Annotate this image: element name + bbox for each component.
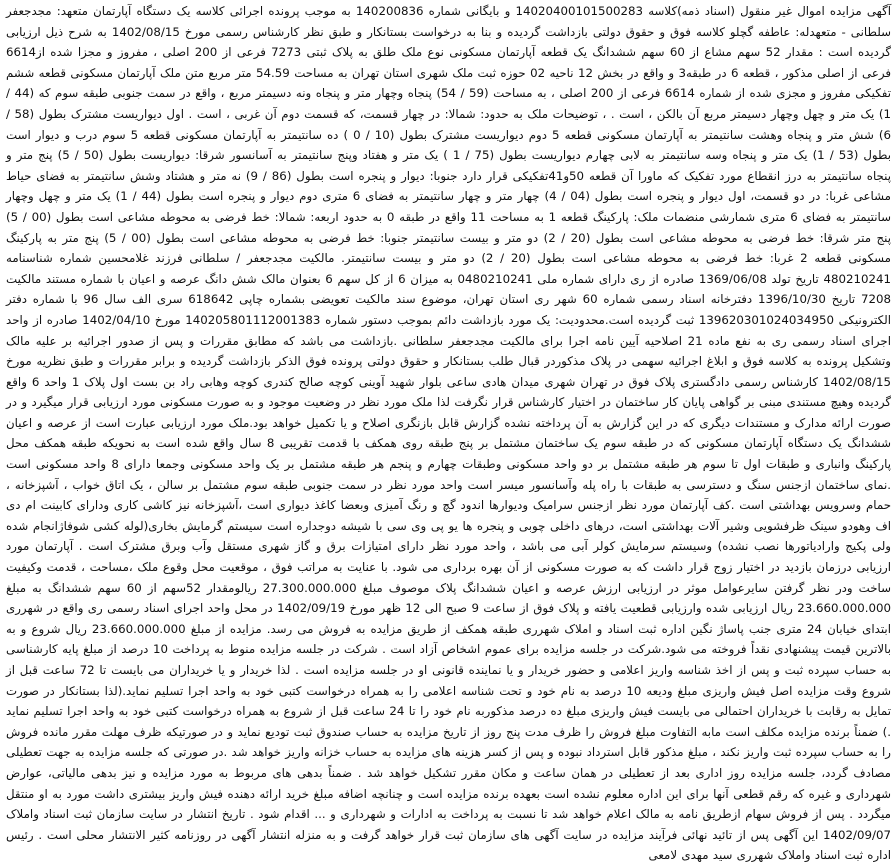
notice-paragraph: آگهی مزایده اموال غیر منقول (اسناد ذمه)کلاسه 14020400101500283 و بایگانی شماره 140200836 به موجب پرونده اجرائی کلاسه یک دستگاه آپارتمان متعهد: مجدجعفر سلطانی - متعهدله: عاطفه گچلو کلاسه فوق و حقوق دولتی بازداشت گردیده و بنا به درخواست بستانکار و طبق نظر کارشناس رسمی مورخ 1402/08/15 به شرح ذیل ارزیابی گردیده است : مقدار 52 سهم مشاع از 60 سهم ششدانگ یک قطعه آپارتمان مسکونی نوع ملک طلق به پلاک ثبتی 7273 فرعی از 200 اصلی ، مفروز و مجزا شده از6614 فرعی از اصلی مذکور ، قطعه 6 در طبقه3 و واقع در بخش 12 ناحیه 02 حوزه ثبت ملک شهری استان تهران به مساحت 54.59 متر مربع متن ملک آپارتمان مسکونی قطعه ششم تفکیکی مفروز و مجزی شده از شماره 6614 فرعی از 200 اصلی ، به مساحت (59 / 54) پنجاه وچهار متر و پنجاه ونه دسیمتر مربع ، واقع در سمت جنوبی طبقه سوم که (44 / 1) یک متر و چهل وچهار دسیمتر مربع آن بالکن ، است . ، توضیحات ملک به حدود: شمالا: در چهار قسمت، که قسمت دوم آن غربی ، است . اول دیواریست مشترک بطول (58 / 6) شش متر و پنجاه وهشت سانتیمتر به آپارتمان مسکونی قطعه 5 دوم دیواریست مشترک بطول (10 / 0 ) ده سانتیمتر به آپارتمان مسکونی قطعه 5 سوم درب و دیوار است بطول (53 / 1) یک متر و پنجاه وسه سانتیمتر به لابی چهارم دیواریست بطول (75 / 1 ) یک متر و هفتاد وپنج سانتیمتر به آسانسور شرقا: دیواریست بطول (50 / 5) پنج متر و پنجاه سانتیمتر به درز انقطاع مورد تفکیک که ماورا آن قطعه 50و41تفکیکی قرار دارد جنوبا: دیوار و پنجره است بطول (86 / 9) نه متر و هشتاد وشش سانتیمتر به فضای حیاط مشاعی غربا: در دو قسمت، اول دیوار و پنجره است بطول (04 / 4) چهار متر و چهار سانتیمتر به فضای 6 متری دوم دیوار و پنجره است بطول (44 / 1) یک متر و چهل وچهار سانتیمتر به فضای 6 متری شمارشی منضمات ملک: پارکینگ قطعه 1 به مساحت 11 واقع در طبقه 0 به حدود اربعه: شمالا: خط فرضی به محوطه مشاعی است بطول (00 / 5) پنج متر شرقا: خط فرضی به محوطه مشاعی است بطول (20 / 2) دو متر و بیست سانتیمتر جنوبا: خط فرضی به محوطه مشاعی است بطول (00 / 5) پنج متر به پارکینگ مسکونی قطعه 2 غربا: خط فرضی به محوطه مشاعی است بطول (20 / 2) دو متر و بیست سانتیمتر. مالکیت مجدجعفر / سلطانی فرزند غلامحسین شماره شناسنامه 480210241 تاریخ تولد 1369/06/08 صادره از ری دارای شماره ملی 0480210241 به میزان 6 از کل سهم 6 بعنوان مالک شش دانگ عرصه و اعیان با شماره مستند مالکیت 7208 تاریخ 1396/10/30 دفترخانه اسناد رسمی شماره 60 شهر ری استان تهران، موضوع سند مالکیت تعویضی بشماره چاپی 618642 سری الف سال 96 با شماره دفتر الکترونیکی 139620301024034950 ثبت گردیده است.محدودیت: یک مورد بازداشت دائم بموجب دستور شماره 140205801112001383 مورخ 1402/04/10 صادره از واحد اجرای اسناد رسمی ری به نفع ماده 21 اصلاحیه آیین نامه اجرا برای مالکیت مجدجعفر سلطانی .بازداشت می باشد که مطابق مقررات و پس از صدور اجرائیه بر علیه مالک وتشکیل پرونده به کلاسه فوق و ابلاغ اجرائیه سهمی در پلاک مذکوردر قبال طلب بستانکار و حقوق دولتی پرونده فوق الذکر بازداشت گردیده و برابر مقررات و طبق نظریه مورخ 1402/08/15 کارشناس رسمی دادگستری پلاک فوق در تهران شهری میدان هادی ساعی بلوار شهید آوینی کوچه صالح کندری کوچه وهابی راد بن بست اول پلاک 1 واحد 6 واقع گردیده وهیچ مستندی مبنی بر گواهی پایان کار ساختمان در اختیار کارشناس قرار نگرفت لذا ملک مورد نظر در وضعیت موجود و به صورت مسکونی مورد ارزیابی قرار میگیرد و در صورت ارائه مدارک و مستندات دیگری که در این گزارش به آن پرداخته نشده گزارش قابل بازنگری اصلاح و یا تکمیل خواهد بود.ملک مورد ارزیابی عبارت است از عرصه و اعیان ششدانگ یک دستگاه آپارتمان مسکونی که در طبقه سوم یک ساختمان مشتمل بر پنج طبقه روی همکف با قدمت تقریبی 8 سال واقع شده است به نحویکه طبقه همکف محل پارکینگ وانباری و طبقات اول تا سوم هر طبقه مشتمل بر دو واحد مسکونی وطبقات چهارم و پنجم هر طبقه مشتمل بر یک واحد مسکونی وجمعا دارای 8 واحد مسکونی است .نمای ساختمان ازجنس سنگ و دسترسی به طبقات با راه پله وآسانسور میسر است واحد مورد نظر در سمت جنوبی طبقه سوم مشتمل بر سالن ، یک اتاق خواب ، آشپزخانه ، حمام وسرویس بهداشتی است .کف آپارتمان مورد نظر ازجنس سرامیک ودیوارها اندود گچ و رنگ آمیزی وبعضا کاغذ دیواری است ،آشپزخانه نیز کاشی کاری ودارای کابینت ام دی اف وهودو سینک ظرفشویی وشیر آلات بهداشتی است، درهای داخلی چوبی و پنجره ها یو پی وی سی با شیشه دوجداره است سیستم گرمایش بخاری(لوله کشی شوفاژانجام شده ولی پکیج وارادیاتورها نصب نشده) وسیستم سرمایش کولر آبی می باشد ، واحد مورد نظر دارای امتیازات برق و گاز شهری مستقل وآب وبرق مشترک است . آپارتمان مورد ارزیابی درزمان بازدید در اختیار زوج قرار داشت که به صورت مسکونی از آن بهره برداری می شود. با عنایت به مراتب فوق ، موقعیت محل وقوع ملک ،مساحت ، قدمت وکیفیت ساخت ودر نظر گرفتن سایرعوامل موثر در ارزیابی ارزش عرصه و اعیان ششدانگ پلاک موصوف مبلغ 27.300.000.000 ریالومقدار 52سهم از 60 سهم ششدانگ به مبلغ 23.660.000.000 ریال ارزیابی شده وارزیابی قطعیت یافته و پلاک فوق از ساعت 9 صبح الی 12 ظهر مورخ 1402/09/19 در محل واحد اجرای اسناد رسمی ری واقع در شهرری ابتدای خیابان 24 متری جنب پاساژ نگین اداره ثبت اسناد و املاک شهرری طبقه همکف از طریق مزایده به فروش می رسد. مزایده از مبلغ 23.660.000.000 ریال شروع و به بالاترین قیمت پیشنهادی نقداً فروخته می شود.شرکت در جلسه مزایده برای عموم اشخاص آزاد است . شرکت در جلسه مزایده منوط به پرداخت 10 درصد از مبلغ پایه کارشناسی به حساب سپرده ثبت و پس از اخذ شناسه واریز اعلامی و حضور خریدار و یا نماینده قانونی او در جلسه مزایده است . لذا خریدار و یا خریداران می بایست تا 72 ساعت قبل از شروع وقت مزایده اصل فیش واریزی مبلغ ودیعه 10 درصد به نام خود و تحت شناسه اعلامی را به همراه درخواست کتبی خود به واحد اجرا تسلیم نماید.(لذا بستانکار در صورت تمایل به رقابت با خریداران احتمالی می بایست فیش واریزی مبلغ ده درصد مذکوربه نام خود را تا 24 ساعت قبل از شروع به همراه درخواست کتبی خود به واحد اجرا تسلیم نماید .) ضمناً برنده مزایده مکلف است مابه التفاوت مبلغ فروش را ظرف مدت پنج روز از تاریخ مزایده به حساب صندوق ثبت تودیع نماید و در صورتیکه ظرف مهلت مقرر مانده فروش را به حساب سپرده ثبت واریز نکند ، مبلغ مذکور قابل استرداد نبوده و پس از کسر هزینه های مزایده به حساب خزانه واریز خواهد شد .در صورتی که جلسه مزایده به جهت تعطیلی مصادف گردد، جلسه مزایده روز اداری بعد از تعطیلی در همان ساعت و مکان مقرر تشکیل خواهد شد . ضمناً بدهی های مربوط به مورد مزایده و نیز بدهی مالیاتی، عوارض شهرداری و غیره که رقم قطعی آنها برای این اداره معلوم نشده است بعهده برنده مزایده است و چنانچه اضافه مبلغ خرید ارائه دهنده فیش واریز بیشتری داشت مورد به او منتقل میگردد . پس از فروش سهام ازطریق نامه به مالک اعلام خواهد شد تا نسبت به پرداخت به ادارات و شهرداری و ... اقدام شود . تاریخ انتشار در سایت سازمان ثبت اسناد واملاک 1402/09/07 این آگهی پس از تائید نهائی فرآیند مزایده در سایت آگهی های سازمان ثبت قرار خواهد گرفت و به منزله انتشار آگهی در روزنامه کثیر الانتشار محلی است . رئیس اداره ثبت اسناد واملاک شهرری سید مهدی لامعی	[6, 4, 892, 863]
